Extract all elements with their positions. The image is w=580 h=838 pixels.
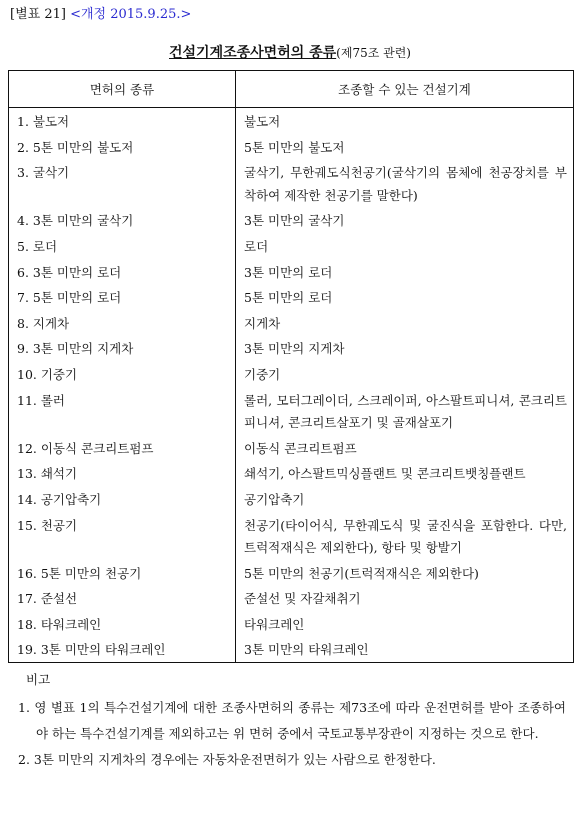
license-type-cell: 4. 3톤 미만의 굴삭기	[9, 207, 236, 233]
document-title	[8, 42, 572, 62]
appendix-label: [별표 21]	[10, 7, 66, 22]
remark-item: 1. 영 별표 1의 특수건설기계에 대한 조종사면허의 종류는 제73조에 따라 운전면허를 받아 조종하여야 하는 특수건설기계를 제외하고는 위 면허 중에서 국토교통부장관이 지정하는 것으로 한다.	[18, 700, 566, 742]
license-type-cell: 5. 로더	[9, 233, 236, 259]
table-row	[9, 636, 574, 662]
table-row	[9, 560, 574, 586]
license-type-cell: 13. 쇄석기	[9, 460, 236, 486]
operable-machinery-cell: 쇄석기, 아스팔트믹싱플랜트 및 콘크리트뱃칭플랜트	[244, 466, 526, 482]
operable-machinery-cell: 5톤 미만의 천공기(트럭적재식은 제외한다)	[244, 565, 479, 581]
table-row	[9, 585, 574, 611]
operable-machinery-cell: 3톤 미만의 굴삭기	[244, 213, 345, 229]
operable-machinery-cell: 3톤 미만의 타워크레인	[244, 642, 369, 658]
table-row	[9, 361, 574, 387]
table-row	[9, 460, 574, 486]
operable-machinery-cell: 5톤 미만의 로더	[244, 290, 333, 306]
license-type-cell: 8. 지게차	[9, 310, 236, 336]
operable-machinery-cell: 천공기(타이어식, 무한궤도식 및 굴진식을 포함한다. 다만, 트럭적재식은 제외한다), 항타 및 항발기	[244, 517, 567, 556]
license-type-cell: 18. 타워크레인	[9, 611, 236, 637]
license-type-cell: 14. 공기압축기	[9, 486, 236, 512]
table-header-row	[9, 71, 574, 108]
table-row	[9, 435, 574, 461]
column-header-license-type: 면허의 종류	[9, 71, 236, 108]
table-row	[9, 335, 574, 361]
remarks-heading: 비고	[26, 672, 51, 688]
operable-machinery-cell: 불도저	[244, 114, 281, 129]
license-type-cell: 17. 준설선	[9, 585, 236, 611]
operable-machinery-cell: 로더	[244, 238, 269, 254]
license-type-cell: 12. 이동식 콘크리트펌프	[9, 435, 236, 461]
document-title-main: 건설기계조종사면허의 종류	[169, 45, 337, 61]
operable-machinery-cell: 이동식 콘크리트펌프	[244, 440, 357, 456]
table-row	[9, 387, 574, 435]
table-row	[9, 108, 574, 134]
operable-machinery-cell: 롤러, 모터그레이더, 스크레이퍼, 아스팔트피니셔, 콘크리트피니셔, 콘크리트살포기 및 골재살포기	[244, 392, 567, 431]
table-body	[9, 108, 574, 663]
table-row	[9, 486, 574, 512]
operable-machinery-cell: 굴삭기, 무한궤도식천공기(굴삭기의 몸체에 천공장치를 부착하여 제작한 천공기를 말한다)	[244, 165, 567, 203]
remark-item: 2. 3톤 미만의 지게차의 경우에는 자동차운전면허가 있는 사람으로 한정한다.	[18, 752, 436, 768]
operable-machinery-cell: 준설선 및 자갈채취기	[244, 591, 361, 607]
table-row	[9, 159, 574, 207]
document-title-sub: (제75조 관련)	[336, 46, 411, 60]
amendment-link[interactable]: <개정 2015.9.25.>	[70, 7, 192, 22]
operable-machinery-cell: 공기압축기	[244, 491, 305, 507]
operable-machinery-cell: 지게차	[244, 315, 281, 331]
table-row	[9, 233, 574, 259]
table-row	[9, 207, 574, 233]
license-types-table	[8, 70, 574, 663]
license-type-cell: 19. 3톤 미만의 타워크레인	[9, 636, 236, 662]
license-type-cell: 15. 천공기	[9, 512, 236, 560]
remarks-section	[8, 669, 572, 773]
table-row	[9, 310, 574, 336]
appendix-header	[10, 6, 572, 24]
license-type-cell: 2. 5톤 미만의 불도저	[9, 134, 236, 160]
operable-machinery-cell: 5톤 미만의 불도저	[244, 139, 345, 155]
license-type-cell: 10. 기중기	[9, 361, 236, 387]
table-row	[9, 284, 574, 310]
column-header-operable-machinery: 조종할 수 있는 건설기계	[236, 71, 574, 108]
remarks-list	[8, 695, 572, 773]
table-row	[9, 512, 574, 560]
table-row	[9, 611, 574, 637]
table-row	[9, 259, 574, 285]
license-type-cell: 1. 불도저	[9, 108, 236, 134]
table-row	[9, 134, 574, 160]
license-type-cell: 11. 롤러	[9, 387, 236, 435]
operable-machinery-cell: 기중기	[244, 366, 281, 382]
license-type-cell: 9. 3톤 미만의 지게차	[9, 335, 236, 361]
license-type-cell: 6. 3톤 미만의 로더	[9, 259, 236, 285]
operable-machinery-cell: 타워크레인	[244, 616, 305, 632]
license-type-cell: 7. 5톤 미만의 로더	[9, 284, 236, 310]
license-type-cell: 16. 5톤 미만의 천공기	[9, 560, 236, 586]
operable-machinery-cell: 3톤 미만의 로더	[244, 264, 333, 280]
license-type-cell: 3. 굴삭기	[9, 159, 236, 207]
operable-machinery-cell: 3톤 미만의 지게차	[244, 341, 345, 357]
